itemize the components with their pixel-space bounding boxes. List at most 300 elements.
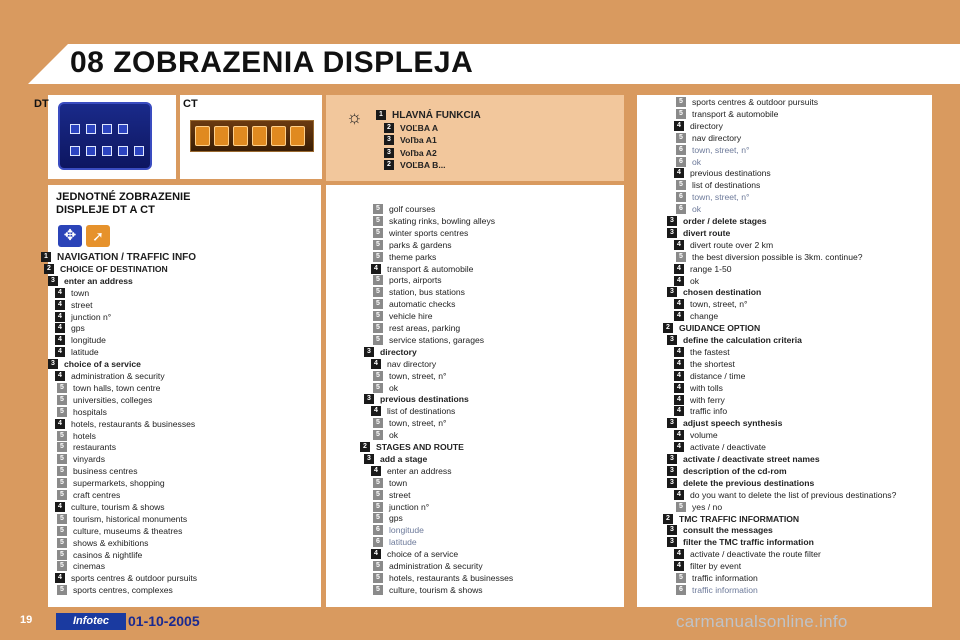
level-badge: 4 [674,549,684,559]
menu-item-label: filter by event [690,561,742,572]
level-badge: 3 [48,276,58,286]
menu-item-label: GUIDANCE OPTION [679,323,761,334]
level-badge: 3 [667,454,677,464]
menu-item-label: ok [690,275,700,286]
col1-menu-item [55,300,93,311]
menu-item-label: town, street, n° [692,192,750,203]
level-badge: 4 [55,502,65,512]
level-badge: 4 [674,442,684,452]
col3-menu-item [674,347,730,358]
menu-item-label: ok [389,382,399,393]
menu-item-label: NAVIGATION / TRAFFIC INFO [57,252,197,263]
menu-item-label: the shortest [690,358,735,369]
level-badge: 5 [676,133,686,143]
level-badge: 5 [57,526,67,536]
level-badge: 5 [373,490,383,500]
ct-screen-image [190,120,314,152]
col3-menu-item [674,442,766,453]
menu-item-label: do you want to delete the list of previous destinations? [690,489,897,500]
level-badge: 5 [57,514,67,524]
col2-menu-item [373,513,403,524]
menu-item-label: automatic checks [389,299,456,310]
menu-item-label: range 1-50 [690,263,732,274]
col1-menu-item [57,561,105,572]
col2-menu-item [373,323,460,334]
level-badge: 5 [57,431,67,441]
col2-menu-item [373,573,513,584]
col1-menu-item [55,573,197,584]
level-badge: 4 [674,240,684,250]
level-badge: 3 [667,228,677,238]
level-badge: 4 [674,371,684,381]
watermark: carmanualsonline.info [676,612,848,631]
level-badge: 3 [667,537,677,547]
menu-item-label: gps [389,513,403,524]
menu-icon [252,126,267,146]
menu-item-label: nav directory [692,132,742,143]
level-badge: 5 [676,180,686,190]
level-badge: 4 [371,549,381,559]
menu-item-label: theme parks [389,251,437,262]
menu-item-label: Voľba A1 [400,135,437,146]
menu-item-label: volume [690,430,718,441]
level-badge: 5 [373,430,383,440]
level-badge: 6 [676,145,686,155]
level-badge: 3 [48,359,58,369]
menu-item-label: STAGES AND ROUTE [376,442,464,452]
col2-menu-item [373,228,468,239]
level-badge: 4 [674,406,684,416]
level-badge: 3 [667,418,677,428]
level-badge: 5 [373,335,383,345]
menu-item-label: sports centres, complexes [73,585,173,596]
menu-item-label: restaurants [73,442,116,453]
menu-item-label: distance / time [690,370,746,381]
level-badge: 4 [371,359,381,369]
menu-item-label: tourism, historical monuments [73,513,188,524]
level-badge: 5 [57,466,67,476]
menu-item-label: list of destinations [692,180,761,191]
menu-item-label: transport & automobile [387,263,474,274]
hlavna-menu-item [384,160,446,171]
menu-item-label: town [389,477,408,488]
level-badge: 4 [674,299,684,309]
col1-menu-item [57,514,187,525]
level-badge: 5 [676,573,686,583]
menu-item-label: order / delete stages [683,216,767,226]
menu-item-label: delete the previous destinations [683,477,815,488]
level-badge: 6 [676,192,686,202]
col3-menu-item [674,264,732,275]
col1-menu-item [57,383,160,394]
menu-item-label: town, street, n° [389,418,447,429]
level-badge: 5 [373,502,383,512]
col3-menu-item [667,228,730,239]
col3-menu-item [674,311,718,322]
brand-logo: Infotec [56,613,126,630]
level-badge: 1 [41,252,51,262]
menu-item-label: traffic information [692,573,758,583]
col2-menu-item [373,204,435,215]
level-badge: 5 [57,442,67,452]
col3-menu-item [676,157,701,168]
col1-menu-item [57,395,152,406]
col2-menu-item [373,299,455,310]
menu-icon [290,126,305,146]
menu-item-label: universities, colleges [73,394,153,405]
level-badge: 3 [667,287,677,297]
menu-item-label: culture, tourism & shows [71,501,165,512]
menu-item-label: Voľba A2 [400,147,437,158]
col3-menu-item [674,430,718,441]
col3-menu-item [674,359,735,370]
col2-menu-item [360,442,464,453]
col3-menu-item [674,395,725,406]
level-badge: 4 [674,276,684,286]
ct-label: CT [183,98,198,110]
menu-item-label: town, street, n° [389,370,447,381]
level-badge: 5 [676,109,686,119]
menu-item-label: CHOICE OF DESTINATION [60,263,168,274]
menu-item-label: hospitals [73,406,107,417]
col3-menu-item [663,514,799,525]
menu-item-label: VOĽBA B... [400,160,446,171]
level-badge: 5 [57,585,67,595]
menu-icon [86,146,96,156]
col3-menu-item [667,216,767,227]
col3-menu-item [674,276,699,287]
level-badge: 5 [676,502,686,512]
col2-menu-item [371,466,452,477]
menu-icon [118,146,128,156]
menu-icon [195,126,210,146]
level-badge: 2 [44,264,54,274]
col2-menu-item [373,585,483,596]
menu-item-label: adjust speech synthesis [683,418,783,429]
menu-item-label: administration & security [71,371,165,381]
menu-item-label: filter the TMC traffic information [683,537,814,548]
menu-item-label: ok [692,204,702,215]
level-badge: 4 [674,430,684,440]
col3-menu-item [674,240,773,251]
menu-item-label: enter an address [387,465,452,476]
menu-item-label: supermarkets, shopping [73,478,165,489]
menu-item-label: rest areas, parking [389,323,461,333]
col2-menu-item [364,454,427,465]
level-badge: 5 [373,252,383,262]
menu-item-label: craft centres [73,490,121,500]
menu-item-label: vehicle hire [389,311,433,322]
menu-icon [214,126,229,146]
col2-menu-item [364,394,469,405]
col3-menu-item [674,561,741,572]
col2-menu-item [373,561,483,572]
menu-item-label: latitude [71,347,99,358]
menu-item-label: yes / no [692,501,723,512]
level-badge: 3 [364,454,374,464]
col1-menu-item [44,264,168,275]
level-badge: 4 [55,335,65,345]
col3-menu-item [674,371,745,382]
level-badge: 5 [373,216,383,226]
menu-item-label: enter an address [64,275,133,286]
level-badge: 5 [373,323,383,333]
col2-menu-item [373,383,398,394]
level-badge: 5 [373,513,383,523]
menu-item-label: HLAVNÁ FUNKCIA [392,110,481,121]
menu-item-label: administration & security [389,561,483,571]
level-badge: 3 [667,335,677,345]
col3-menu-item [667,525,773,536]
col3-menu-item [667,335,802,346]
level-badge: 5 [373,204,383,214]
col3-menu-item [676,502,722,513]
col3-menu-item [674,406,727,417]
hlavna-menu-item [384,123,438,134]
level-badge: 4 [55,323,65,333]
col1-menu-item [55,502,165,513]
level-badge: 5 [676,97,686,107]
level-badge: 5 [373,478,383,488]
menu-item-label: junction n° [389,501,430,512]
subhead-line-1: JEDNOTNÉ ZOBRAZENIE [56,191,191,203]
level-badge: 2 [663,323,673,333]
menu-icon [102,124,112,134]
col3-menu-item [676,252,863,263]
dt-label: DT [34,98,49,110]
col3-menu-item [676,97,818,108]
level-badge: 4 [371,406,381,416]
col1-menu-item [57,431,96,442]
col1-menu-item [55,419,195,430]
level-badge: 6 [676,204,686,214]
level-badge: 4 [55,573,65,583]
menu-item-label: longitude [71,335,106,346]
col2-menu-item [371,406,455,417]
col2-menu-item [373,525,424,536]
col3-menu-item [676,133,741,144]
level-badge: 5 [57,383,67,393]
legend-panel [326,95,624,181]
page-title: 08 ZOBRAZENIA DISPLEJA [70,46,474,79]
menu-item-label: culture, museums & theatres [73,525,183,536]
subhead-line-2: DISPLEJE DT A CT [56,204,155,216]
navigation-icon: ✥ [58,225,82,247]
menu-item-label: sports centres & outdoor pursuits [71,573,198,584]
col2-menu-item [373,252,436,263]
level-badge: 6 [373,537,383,547]
menu-item-label: description of the cd-rom [683,465,787,476]
menu-item-label: gps [71,323,85,334]
menu-item-label: hotels, restaurants & businesses [389,572,514,583]
title-corner [28,44,68,84]
traffic-icon: ➚ [86,225,110,247]
col2-menu-item [373,490,411,501]
col3-menu-item [674,549,821,560]
level-badge: 3 [667,466,677,476]
level-badge: 4 [674,359,684,369]
level-badge: 4 [674,561,684,571]
menu-item-label: parks & gardens [389,239,452,250]
menu-item-label: culture, tourism & shows [389,584,483,595]
col1-menu-item [57,466,138,477]
col3-menu-item [667,466,787,477]
menu-icon [233,126,248,146]
col2-menu-item [371,264,473,275]
menu-item-label: ports, airports [389,275,442,286]
level-badge: 3 [667,525,677,535]
col2-menu-item [371,359,436,370]
level-badge: 4 [371,264,381,274]
level-badge: 5 [373,275,383,285]
col2-menu-item [371,549,458,560]
page-number: 19 [20,614,33,626]
level-badge: 5 [373,371,383,381]
menu-item-label: hotels [73,430,96,441]
level-badge: 4 [55,288,65,298]
menu-item-label: service stations, garages [389,334,485,345]
col3-menu-item [674,299,747,310]
menu-item-label: with ferry [690,394,725,405]
menu-item-label: list of destinations [387,406,456,417]
level-badge: 5 [57,395,67,405]
level-badge: 4 [674,347,684,357]
level-badge: 5 [373,383,383,393]
menu-item-label: add a stage [380,453,428,464]
menu-item-label: TMC TRAFFIC INFORMATION [679,513,800,524]
col3-menu-item [676,180,760,191]
level-badge: 4 [674,490,684,500]
col1-menu-item [57,490,120,501]
menu-item-label: choice of a service [64,359,141,370]
col3-menu-item [674,121,723,132]
menu-item-label: ok [389,430,399,441]
menu-icon [70,124,80,134]
level-badge: 5 [57,561,67,571]
menu-item-label: ok [692,156,702,167]
col3-menu-item [676,192,749,203]
level-badge: 5 [57,407,67,417]
level-badge: 2 [384,160,394,170]
menu-item-label: with tolls [690,382,723,393]
menu-item-label: traffic info [690,406,728,417]
menu-item-label: town, street, n° [690,299,748,310]
menu-item-label: winter sports centres [389,227,469,238]
col2-menu-item [373,240,452,251]
level-badge: 5 [373,228,383,238]
col2-menu-item [373,502,429,513]
col1-menu-item [55,335,106,346]
menu-item-label: junction n° [71,311,112,322]
col3-menu-item [667,287,761,298]
level-badge: 3 [667,478,677,488]
menu-icon [86,124,96,134]
col3-menu-item [676,204,701,215]
menu-icon [271,126,286,146]
col3-menu-item [676,585,758,596]
col1-menu-item [55,312,111,323]
level-badge: 5 [373,299,383,309]
col2-menu-item [364,347,417,358]
level-badge: 5 [57,538,67,548]
col2-menu-item [373,275,442,286]
edition-date: 01-10-2005 [128,613,200,629]
col3-menu-item [674,383,723,394]
level-badge: 4 [674,311,684,321]
level-badge: 4 [55,300,65,310]
menu-item-label: skating rinks, bowling alleys [389,215,496,226]
level-badge: 3 [667,216,677,226]
menu-icon [102,146,112,156]
col1-menu-item [41,252,196,263]
col2-menu-item [373,335,484,346]
col3-menu-item [676,109,778,120]
col1-menu-item [55,323,85,334]
menu-item-label: traffic information [692,584,758,595]
col3-menu-item [676,573,758,584]
level-badge: 5 [57,490,67,500]
level-badge: 4 [55,347,65,357]
level-badge: 6 [676,585,686,595]
menu-item-label: vinyards [73,454,105,465]
level-badge: 5 [57,478,67,488]
menu-item-label: transport & automobile [692,108,779,119]
menu-item-label: define the calculation criteria [683,335,802,345]
menu-item-label: the best diversion possible is 3km. continue? [692,251,863,262]
col1-menu-item [57,538,148,549]
hlavna-menu-item [376,110,481,121]
menu-item-label: street [389,489,411,500]
level-badge: 6 [373,525,383,535]
col3-menu-item [674,168,771,179]
menu-item-label: directory [690,120,723,131]
menu-item-label: directory [380,346,417,357]
menu-item-label: activate / deactivate the route filter [690,549,821,560]
menu-item-label: shows & exhibitions [73,537,149,548]
menu-item-label: station, bus stations [389,287,465,298]
menu-item-label: street [71,299,93,310]
dt-screen-image [58,102,152,170]
menu-item-label: consult the messages [683,525,773,536]
col1-menu-item [57,526,182,537]
settings-sun-icon: ☼ [346,107,363,127]
level-badge: 3 [384,148,394,158]
level-badge: 1 [376,110,386,120]
hlavna-menu-item [384,135,437,146]
level-badge: 2 [384,123,394,133]
col2-menu-item [373,537,417,548]
level-badge: 2 [663,514,673,524]
level-badge: 5 [373,418,383,428]
col3-menu-item [667,418,782,429]
col2-menu-item [373,287,465,298]
menu-item-label: hotels, restaurants & businesses [71,418,196,429]
level-badge: 4 [55,419,65,429]
col1-menu-item [48,276,133,287]
menu-item-label: latitude [389,537,417,548]
level-badge: 4 [674,383,684,393]
level-badge: 3 [364,347,374,357]
menu-item-label: activate / deactivate [690,442,766,453]
col2-menu-item [373,371,446,382]
col1-menu-item [55,371,165,382]
level-badge: 5 [676,252,686,262]
col1-menu-item [57,478,165,489]
col1-menu-item [48,359,141,370]
menu-item-label: chosen destination [683,287,762,298]
menu-item-label: golf courses [389,204,436,214]
level-badge: 5 [373,287,383,297]
